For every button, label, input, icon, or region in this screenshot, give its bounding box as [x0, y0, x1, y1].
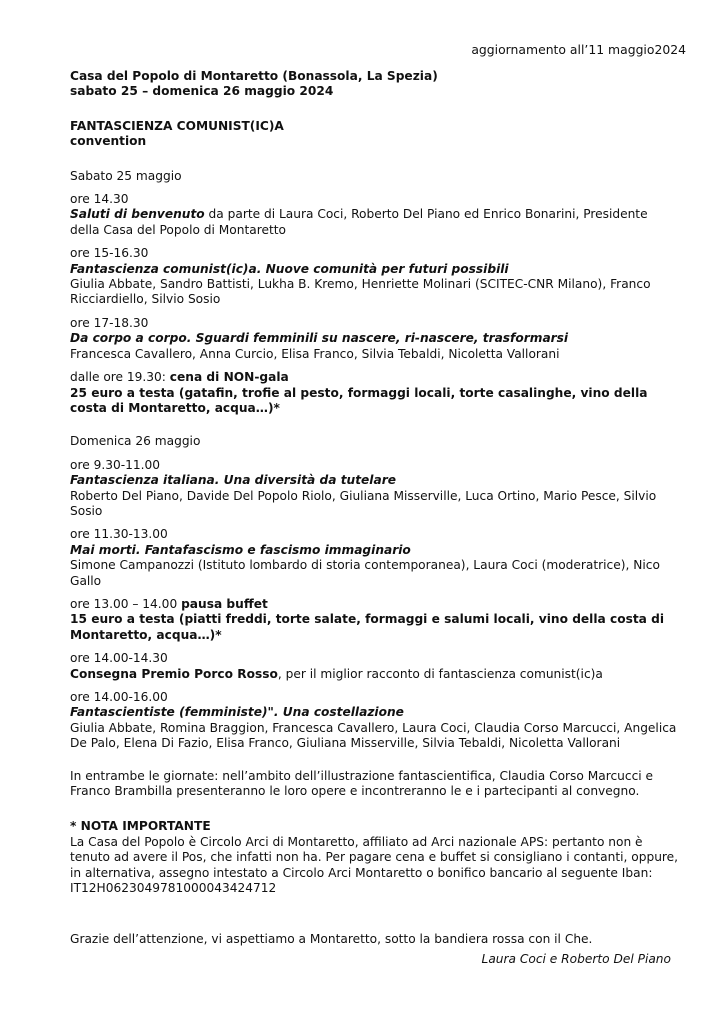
event-title: Fantascienza italiana. Una diversità da tutelare — [70, 473, 396, 488]
day2-label: Domenica 26 maggio — [70, 434, 201, 449]
event-time: ore 11.30-13.00 — [70, 527, 168, 542]
dates-line: sabato 25 – domenica 26 maggio 2024 — [70, 84, 334, 99]
event-body — [70, 207, 680, 238]
event-award — [70, 651, 680, 682]
event-dinner — [70, 370, 680, 416]
both-days-note: In entrambe le giornate: nell’ambito dell’illustrazione fantascientifica, Claudia Corso Marcucci e Franco Brambilla presenteranno le loro opere e incontreranno le e i partecipanti al convegno. — [70, 768, 654, 799]
event-time: ore 17-18.30 — [70, 315, 149, 330]
event-people: Francesca Cavallero, Anna Curcio, Elisa Franco, Silvia Tebaldi, Nicoletta Vallorani — [70, 346, 560, 361]
buffet-detail: 15 euro a testa (piatti freddi, torte salate, formaggi e salumi locali, vino della costa di Montaretto, acqua…)* — [70, 612, 665, 642]
event-panel-2 — [70, 316, 680, 362]
important-note — [70, 819, 680, 896]
signature: Laura Coci e Roberto Del Piano — [481, 951, 671, 966]
event-title: Fantascientiste (femministe)". Una costellazione — [70, 705, 404, 720]
event-people: Simone Campanozzi (Istituto lombardo di storia contemporanea), Laura Coci (moderatrice), Nico Gallo — [70, 558, 660, 588]
buffet-time: ore 13.00 – 14.00 — [70, 596, 182, 611]
event-people: Giulia Abbate, Sandro Battisti, Lukha B. Kremo, Henriette Molinari (SCITEC-CNR Milano), Franco Ricciardiello, Silvio Sosio — [70, 277, 651, 307]
event-title: Saluti di benvenuto — [70, 207, 205, 222]
event-panel-3 — [70, 458, 680, 520]
event-time: ore 14.00-14.30 — [70, 651, 168, 666]
title-main: FANTASCIENZA COMUNIST(IC)A — [70, 118, 284, 133]
event-panel-1 — [70, 246, 680, 308]
buffet-line — [70, 597, 680, 612]
note-heading: * NOTA IMPORTANTE — [70, 819, 211, 834]
event-buffet — [70, 597, 680, 643]
dinner-detail: 25 euro a testa (gatafin, trofie al pesto, formaggi locali, torte casalinghe, vino della costa di Montaretto, acqua…)* — [70, 385, 648, 415]
event-title: Mai morti. Fantafascismo e fascismo immaginario — [70, 542, 411, 557]
dinner-prefix: dalle ore 19.30: — [70, 370, 170, 385]
note-iban: IT12H0623049781000043424712 — [70, 881, 277, 896]
event-people: Roberto Del Piano, Davide Del Popolo Riolo, Giuliana Misserville, Luca Ortino, Mario Pesce, Silvio Sosio — [70, 488, 657, 518]
note-text: La Casa del Popolo è Circolo Arci di Montaretto, affiliato ad Arci nazionale APS: pertanto non è tenuto ad avere il Pos, che infatti non ha. Per pagare cena e buffet si consigliano i contanti, oppure, in alternativa, assegno intestato a Circolo Arci Montaretto o bonifico bancario al seguente Iban: — [70, 834, 679, 880]
event-time: ore 9.30-11.00 — [70, 457, 160, 472]
event-title: Fantascienza comunist(ic)a. Nuove comunità per futuri possibili — [70, 261, 509, 276]
update-note: aggiornamento all’11 maggio2024 — [471, 42, 686, 57]
award-desc: , per il miglior racconto di fantascienza comunist(ic)a — [277, 666, 603, 681]
buffet-title: pausa buffet — [181, 596, 268, 611]
event-time: ore 15-16.30 — [70, 246, 149, 261]
event-welcome — [70, 192, 680, 238]
event-desc: da parte di Laura Coci, Roberto Del Piano ed Enrico Bonarini, Presidente della Casa del Popolo di Montaretto — [70, 207, 648, 237]
event-time: ore 14.00-16.00 — [70, 690, 168, 704]
event-panel-5 — [70, 690, 680, 752]
convention-title — [70, 119, 680, 150]
closing-line: Grazie dell’attenzione, vi aspettiamo a Montaretto, sotto la bandiera rossa con il Che. — [70, 932, 593, 947]
document-body — [70, 69, 680, 967]
dinner-line — [70, 370, 680, 385]
day1-label: Sabato 25 maggio — [70, 168, 182, 183]
event-panel-4 — [70, 527, 680, 589]
award-title: Consegna Premio Porco Rosso — [70, 666, 278, 681]
title-sub: convention — [70, 134, 147, 149]
venue-line: Casa del Popolo di Montaretto (Bonassola, La Spezia) — [70, 69, 438, 83]
event-body — [70, 667, 680, 682]
dinner-title: cena di NON-gala — [169, 370, 289, 385]
event-title: Da corpo a corpo. Sguardi femminili su nascere, ri-nascere, trasformarsi — [70, 331, 569, 346]
event-people: Giulia Abbate, Romina Braggion, Francesca Cavallero, Laura Coci, Claudia Corso Marcucci, Angelica De Palo, Elena Di Fazio, Elisa Franco, Giuliana Misserville, Silvia Tebaldi, Nicoletta Vallorani — [70, 720, 677, 751]
event-time: ore 14.30 — [70, 192, 129, 207]
